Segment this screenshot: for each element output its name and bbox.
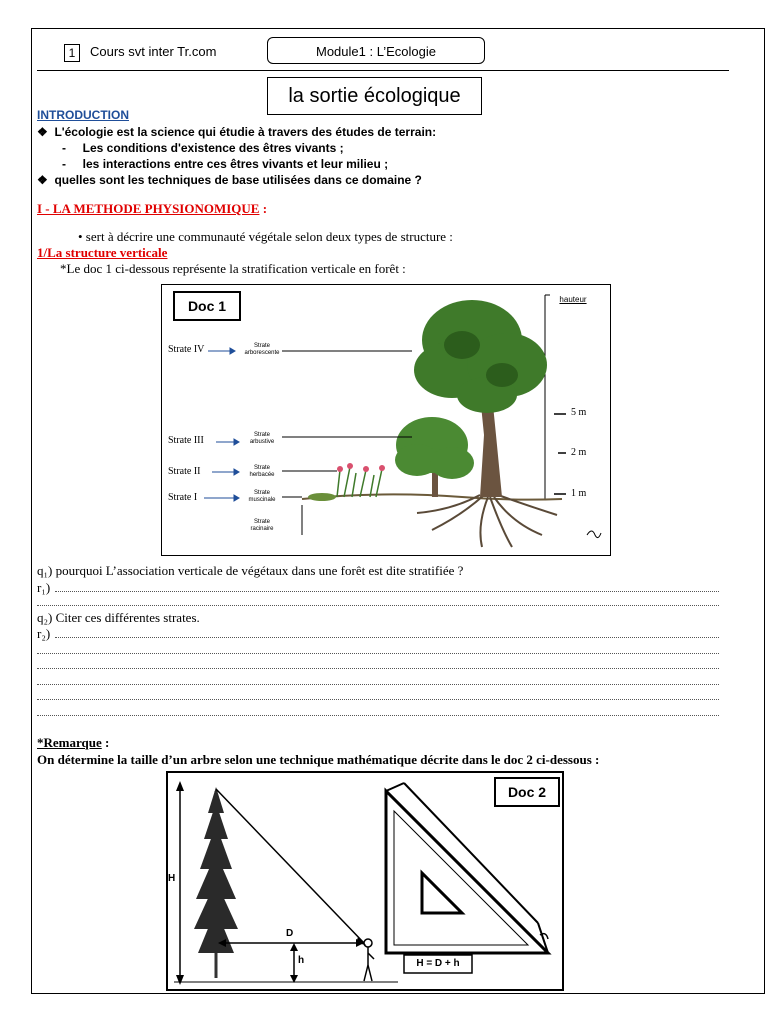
strata-arrows xyxy=(204,348,239,501)
doc2-figure xyxy=(166,771,564,991)
answer-line[interactable] xyxy=(37,605,719,607)
site-name: Cours svt inter Tr.com xyxy=(90,44,217,59)
section-heading: I - LA METHODE PHYSIONOMIQUE : xyxy=(37,201,268,216)
flowers xyxy=(337,463,385,472)
shrub-crown xyxy=(395,417,474,479)
hauteur-label: hauteur xyxy=(559,295,587,304)
doc1-label: Doc 1 xyxy=(173,291,241,321)
answer-2-label: r₂) xyxy=(37,626,51,641)
diamond-bullet-icon: ❖ xyxy=(37,125,48,139)
intro-bullet-1: ❖ L'écologie est la science qui étudie à travers des études de terrain: xyxy=(37,125,437,139)
answer-line[interactable] xyxy=(37,715,719,717)
doc1-figure xyxy=(161,284,611,556)
scale-label-1m: 1 m xyxy=(571,488,587,499)
remarque-label: *Remarque : xyxy=(37,735,110,750)
strata-desc: Strate arborescente xyxy=(244,343,280,356)
stratification-illustration xyxy=(162,285,610,555)
strata-desc: Strate herbacée xyxy=(249,465,275,478)
tree-height-diagram xyxy=(168,773,562,989)
page-title: la sortie écologique xyxy=(267,77,482,115)
question-1: q₁) pourquoi L’association verticale de végétaux dans une forêt est dite stratifiée ? xyxy=(37,563,464,578)
strata-name: Strate III xyxy=(168,435,204,446)
label-D: D xyxy=(286,928,294,939)
moss xyxy=(308,493,336,501)
strata-desc: Strate racinaire xyxy=(250,519,274,532)
observer-figure xyxy=(364,939,374,981)
intro-sub-1: - Les conditions d'existence des êtres vivants ; xyxy=(62,141,344,155)
roots xyxy=(417,495,557,547)
remarque-text: On détermine la taille d’un arbre selon une technique mathématique décrite dans le doc 2 ci-dessous : xyxy=(37,752,600,767)
strata-name: Strate II xyxy=(168,466,201,477)
strata-desc: Strate arbustive xyxy=(249,432,275,445)
question-2: q₂) Citer ces différentes strates. xyxy=(37,610,200,625)
formula-text: H = D + h xyxy=(416,958,460,969)
module-box: Module1 : L’Ecologie xyxy=(267,37,485,64)
conifer-foliage xyxy=(194,787,238,953)
intro-heading: INTRODUCTION xyxy=(37,108,129,122)
answer-line[interactable] xyxy=(55,591,719,593)
section-bullet: • sert à décrire une communauté végétale selon deux types de structure : xyxy=(78,229,453,244)
intro-bullet-2: ❖ quelles sont les techniques de base utilisées dans ce domaine ? xyxy=(37,173,422,187)
header-rule xyxy=(37,70,729,71)
answer-1-label: r₁) xyxy=(37,580,51,595)
answer-line[interactable] xyxy=(37,684,719,686)
strata-desc: Strate muscinale xyxy=(248,490,276,503)
signature-mark xyxy=(587,531,601,538)
sight-line xyxy=(216,789,364,943)
sub-heading: 1/La structure verticale xyxy=(37,245,168,260)
doc2-label: Doc 2 xyxy=(494,777,560,807)
tree-crown xyxy=(414,300,547,413)
answer-line[interactable] xyxy=(55,637,719,639)
label-h: h xyxy=(298,955,305,966)
diamond-bullet-icon: ❖ xyxy=(37,173,48,187)
scale-label-5m: 5 m xyxy=(571,407,587,418)
label-H: H xyxy=(168,873,176,884)
answer-line[interactable] xyxy=(37,653,719,655)
page-number: 1 xyxy=(64,44,80,62)
answer-line[interactable] xyxy=(37,668,719,670)
strata-name: Strate IV xyxy=(168,344,205,355)
doc-intro-text: *Le doc 1 ci-dessous représente la stratification verticale en forêt : xyxy=(60,261,406,276)
intro-sub-2: - les interactions entre ces êtres vivants et leur milieu ; xyxy=(62,157,389,171)
set-square xyxy=(386,783,548,953)
herbs xyxy=(337,467,382,497)
answer-line[interactable] xyxy=(37,699,719,701)
strata-name: Strate I xyxy=(168,492,198,503)
scale-label-2m: 2 m xyxy=(571,447,587,458)
